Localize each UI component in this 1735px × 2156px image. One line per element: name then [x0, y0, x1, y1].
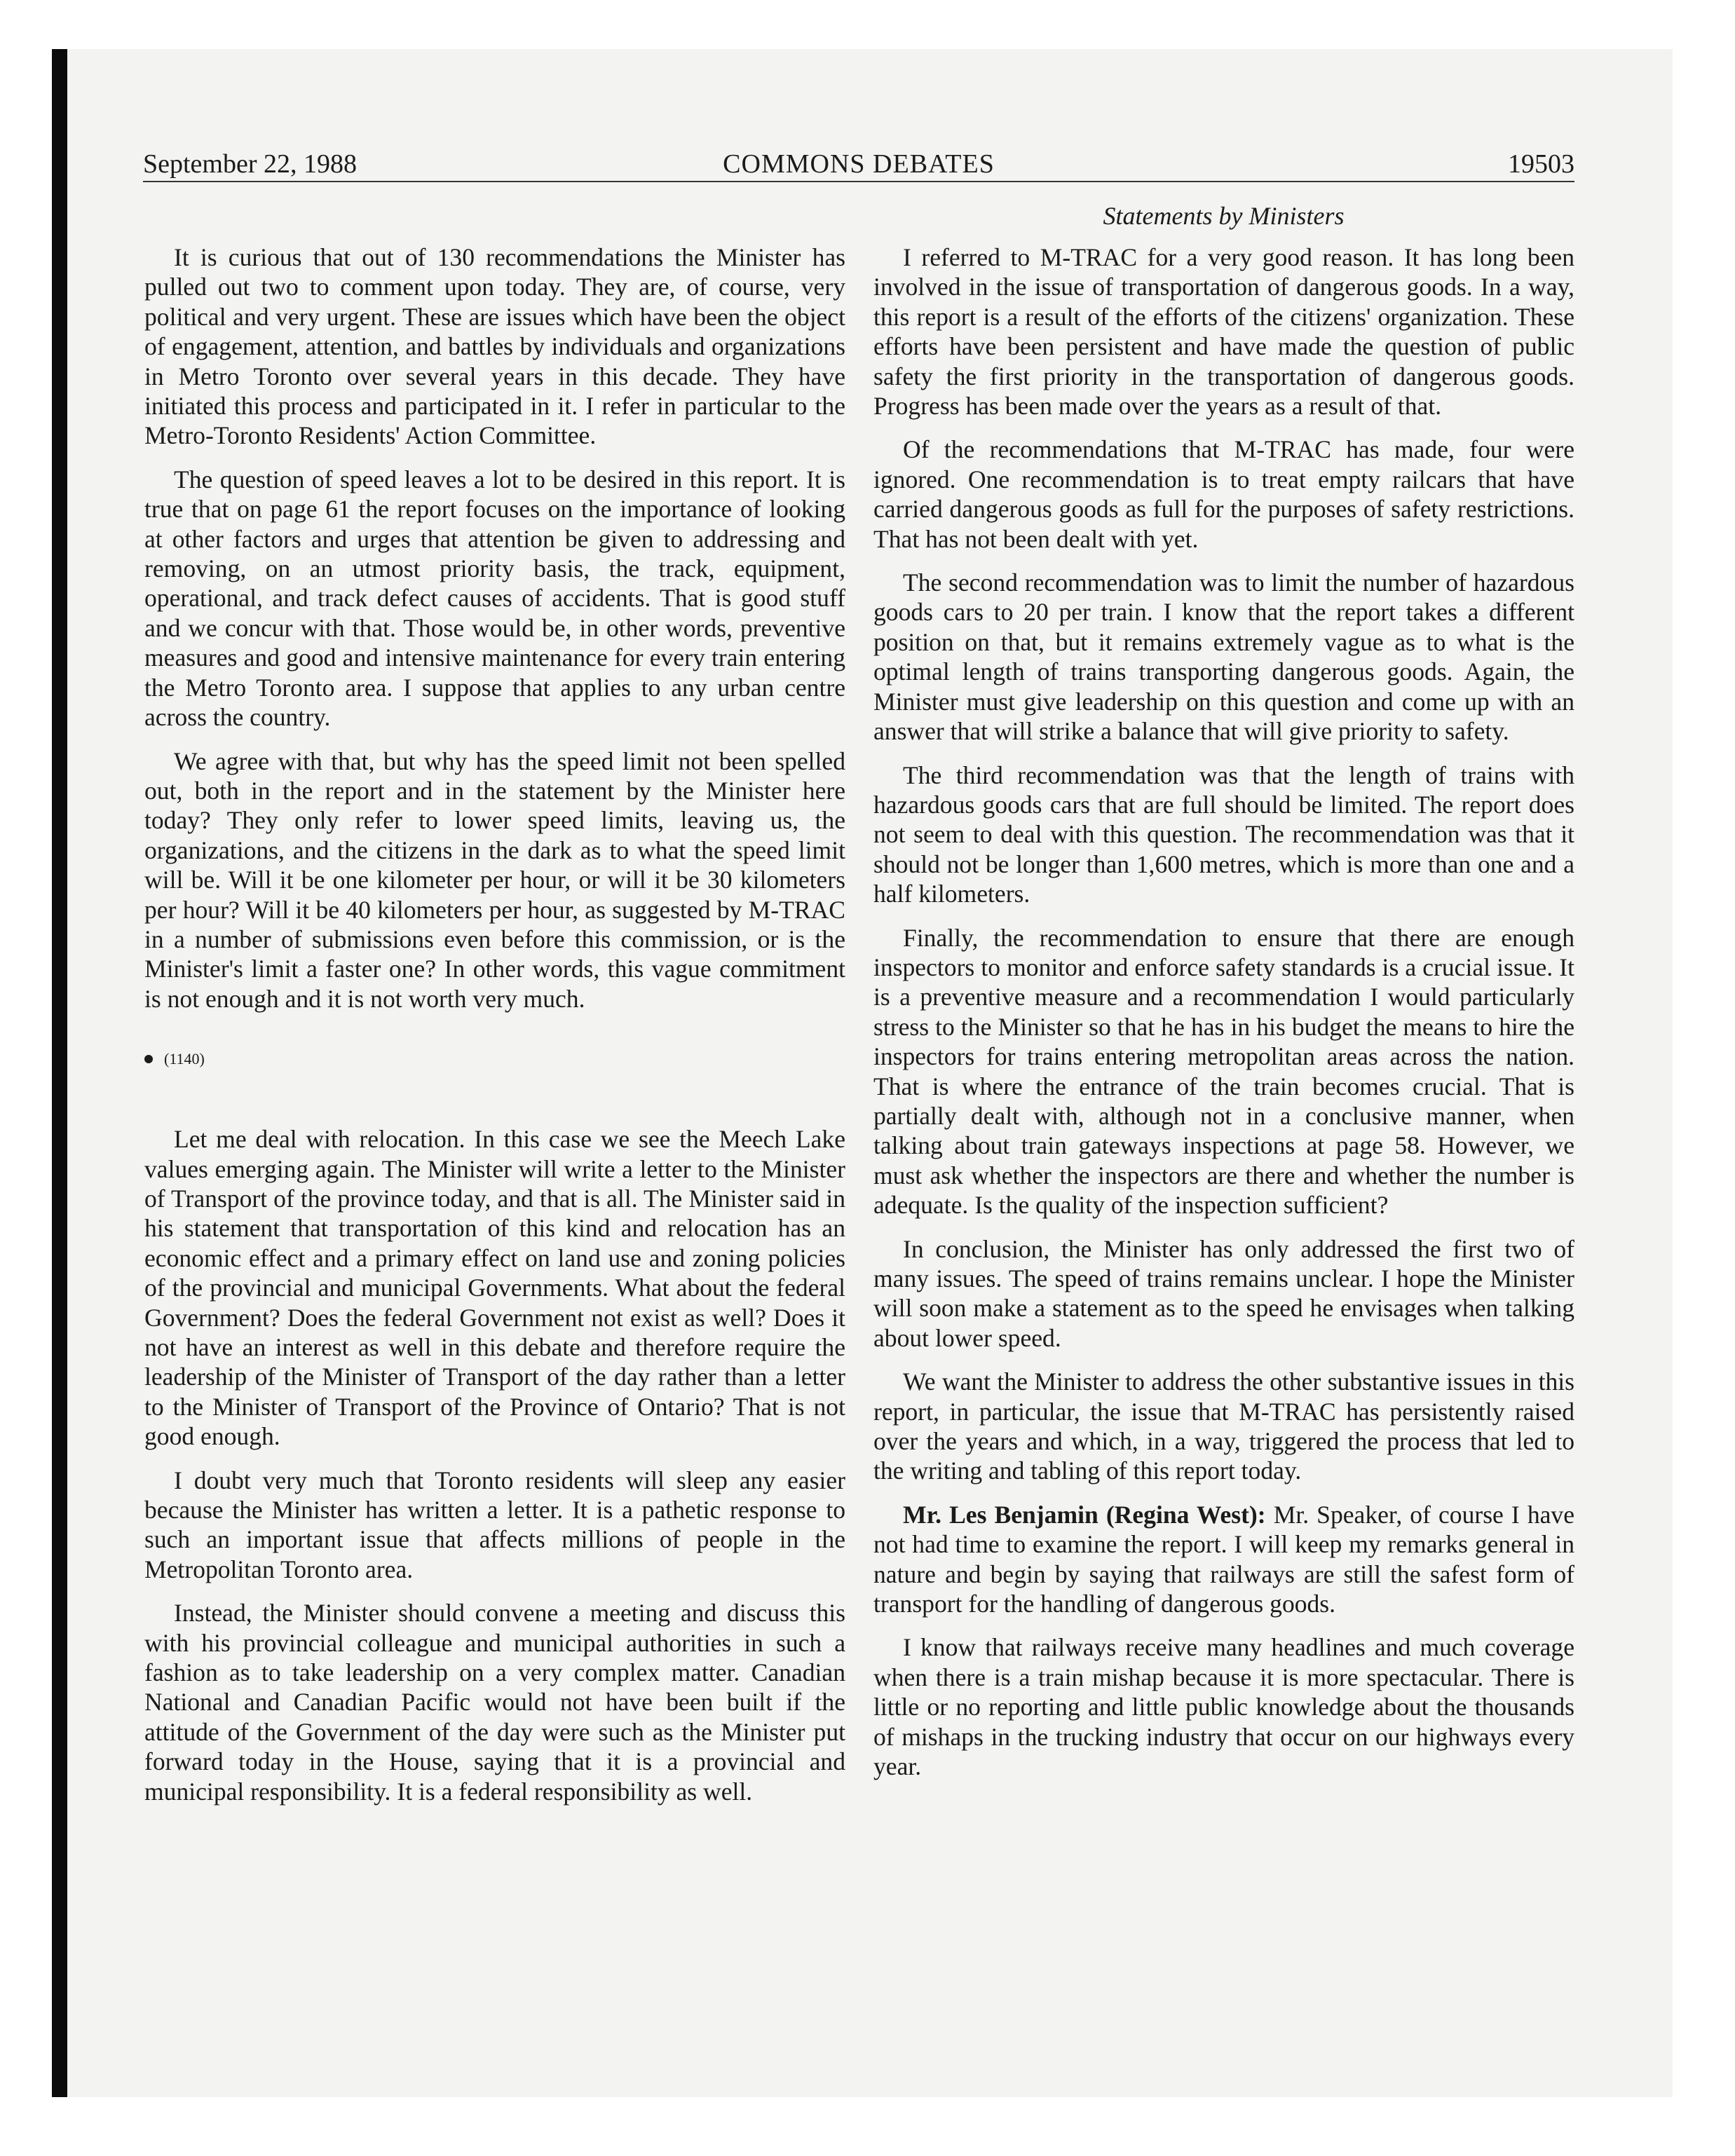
time-marker	[144, 1049, 845, 1070]
speaker-paragraph	[873, 1500, 1574, 1619]
paragraph: I referred to M-TRAC for a very good reason. It has long been involved in the issue of transportation of dangerous goods. In a way, this report is a result of the efforts of the citizens' organization. These efforts have been persistent and have made the question of public safety the first priority in the transportation of dangerous goods. Progress has been made over the years as a result of that.	[873, 243, 1574, 421]
paragraph: Finally, the recommendation to ensure that there are enough inspectors to monitor and enforce safety standards is a crucial issue. It is a preventive measure and a recommendation I would particularly stress to the Minister so that he has in his budget the means to hire the inspectors for trains entering metropolitan areas across the nation. That is where the entrance of the train becomes crucial. That is partially dealt with, although not in a conclusive manner, when talking about train gateways inspections at page 58. However, we must ask whether the inspectors are there and whether the number is adequate. Is the quality of the inspection sufficient?	[873, 923, 1574, 1220]
page-header	[143, 146, 1574, 182]
header-page-number: 19503	[1508, 149, 1574, 179]
paragraph: In conclusion, the Minister has only addressed the first two of many issues. The speed of trains remains unclear. I hope the Minister will soon make a statement as to the speed he envisages when talking about lower speed.	[873, 1234, 1574, 1352]
paragraph: The question of speed leaves a lot to be desired in this report. It is true that on page 61 the report focuses on the importance of looking at other factors and urges that attention be given to addressing and removing, on an utmost priority basis, the track, equipment, operational, and track defect causes of accidents. That is good stuff and we concur with that. Those would be, in other words, preventive measures and good and intensive maintenance for every train entering the Metro Toronto area. I suppose that applies to any urban centre across the country.	[144, 465, 845, 732]
paragraph: Instead, the Minister should convene a meeting and discuss this with his provincial colleague and municipal authorities in such a fashion as to take leadership on a very complex matter. Canadian National and Canadian Pacific would not have been built if the attitude of the Government of the day were such as the Minister put forward today in the House, saying that it is a provincial and municipal responsibility. It is a federal responsibility as well.	[144, 1599, 845, 1806]
paragraph: We agree with that, but why has the speed limit not been spelled out, both in the report and in the statement by the Minister here today? They only refer to lower speed limits, leaving us, the organizations, and the citizens in the dark as to what the speed limit will be. Will it be one kilometer per hour, or will it be 30 kilometers per hour? Will it be 40 kilometers per hour, as suggested by M-TRAC in a number of submissions even before this commission, or is the Minister's limit a faster one? In other words, this vague commitment is not enough and it is not worth very much.	[144, 746, 845, 1013]
running-head: Statements by Ministers	[1103, 202, 1345, 230]
paragraph: We want the Minister to address the other substantive issues in this report, in particular, the issue that M-TRAC has persistently raised over the years and which, in a way, triggered the process that led to the writing and tabling of this report today.	[873, 1367, 1574, 1485]
time-marker-text: (1140)	[164, 1050, 205, 1068]
paragraph: Of the recommendations that M-TRAC has made, four were ignored. One recommendation is to treat empty railcars that have carried dangerous goods as full for the purposes of safety restrictions. That has not been dealt with yet.	[873, 435, 1574, 553]
speaker-text: Mr. Speaker, of course I have not had time to examine the report. I will keep my remarks general in nature and begin by saying that railways are still the safest form of transport for the handling of dangerous goods.	[873, 1500, 1574, 1618]
header-title: COMMONS DEBATES	[723, 149, 995, 179]
paragraph: Let me deal with relocation. In this case we see the Meech Lake values emerging again. The Minister will write a letter to the Minister of Transport of the province today, and that is all. The Minister said in his statement that transportation of this kind and relocation has an economic effect and a primary effect on land use and zoning policies of the provincial and municipal Governments. What about the federal Government? Does the federal Government not exist as well? Does it not have an interest as well in this debate and therefore require the leadership of the Minister of Transport of the day rather than a letter to the Minister of Transport of the Province of Ontario? That is not good enough.	[144, 1125, 845, 1451]
speaker-name: Mr. Les Benjamin (Regina West):	[903, 1500, 1266, 1529]
paragraph: The second recommendation was to limit the number of hazardous goods cars to 20 per train. I know that the report takes a different position on that, but it remains extremely vague as to what is the optimal length of trains transporting dangerous goods. Again, the Minister must give leadership on this question and come up with an answer that will strike a balance that will give priority to safety.	[873, 568, 1574, 746]
bullet-icon	[144, 1055, 153, 1063]
scan-edge	[52, 49, 67, 2097]
paragraph: It is curious that out of 130 recommendations the Minister has pulled out two to comment upon today. They are, of course, very political and very urgent. These are issues which have been the object of engagement, attention, and battles by individuals and organizations in Metro Toronto over several years in this decade. They have initiated this process and participated in it. I refer in particular to the Metro-Toronto Residents' Action Committee.	[144, 243, 845, 450]
right-column	[873, 243, 1574, 1796]
header-date: September 22, 1988	[143, 149, 358, 179]
paragraph: I know that railways receive many headlines and much coverage when there is a train mishap because it is more spectacular. There is little or no reporting and little public knowledge about the thousands of mishaps in the trucking industry that occur on our highways every year.	[873, 1633, 1574, 1781]
paragraph: I doubt very much that Toronto residents will sleep any easier because the Minister has written a letter. It is a pathetic response to such an important issue that affects millions of people in the Metropolitan Toronto area.	[144, 1466, 845, 1583]
paragraph: The third recommendation was that the length of trains with hazardous goods cars that are full should be limited. The report does not seem to deal with this question. The recommendation was that it should not be longer than 1,600 metres, which is more than one and a half kilometers.	[873, 760, 1574, 908]
header-rule	[143, 181, 1574, 182]
left-column	[144, 243, 845, 1820]
